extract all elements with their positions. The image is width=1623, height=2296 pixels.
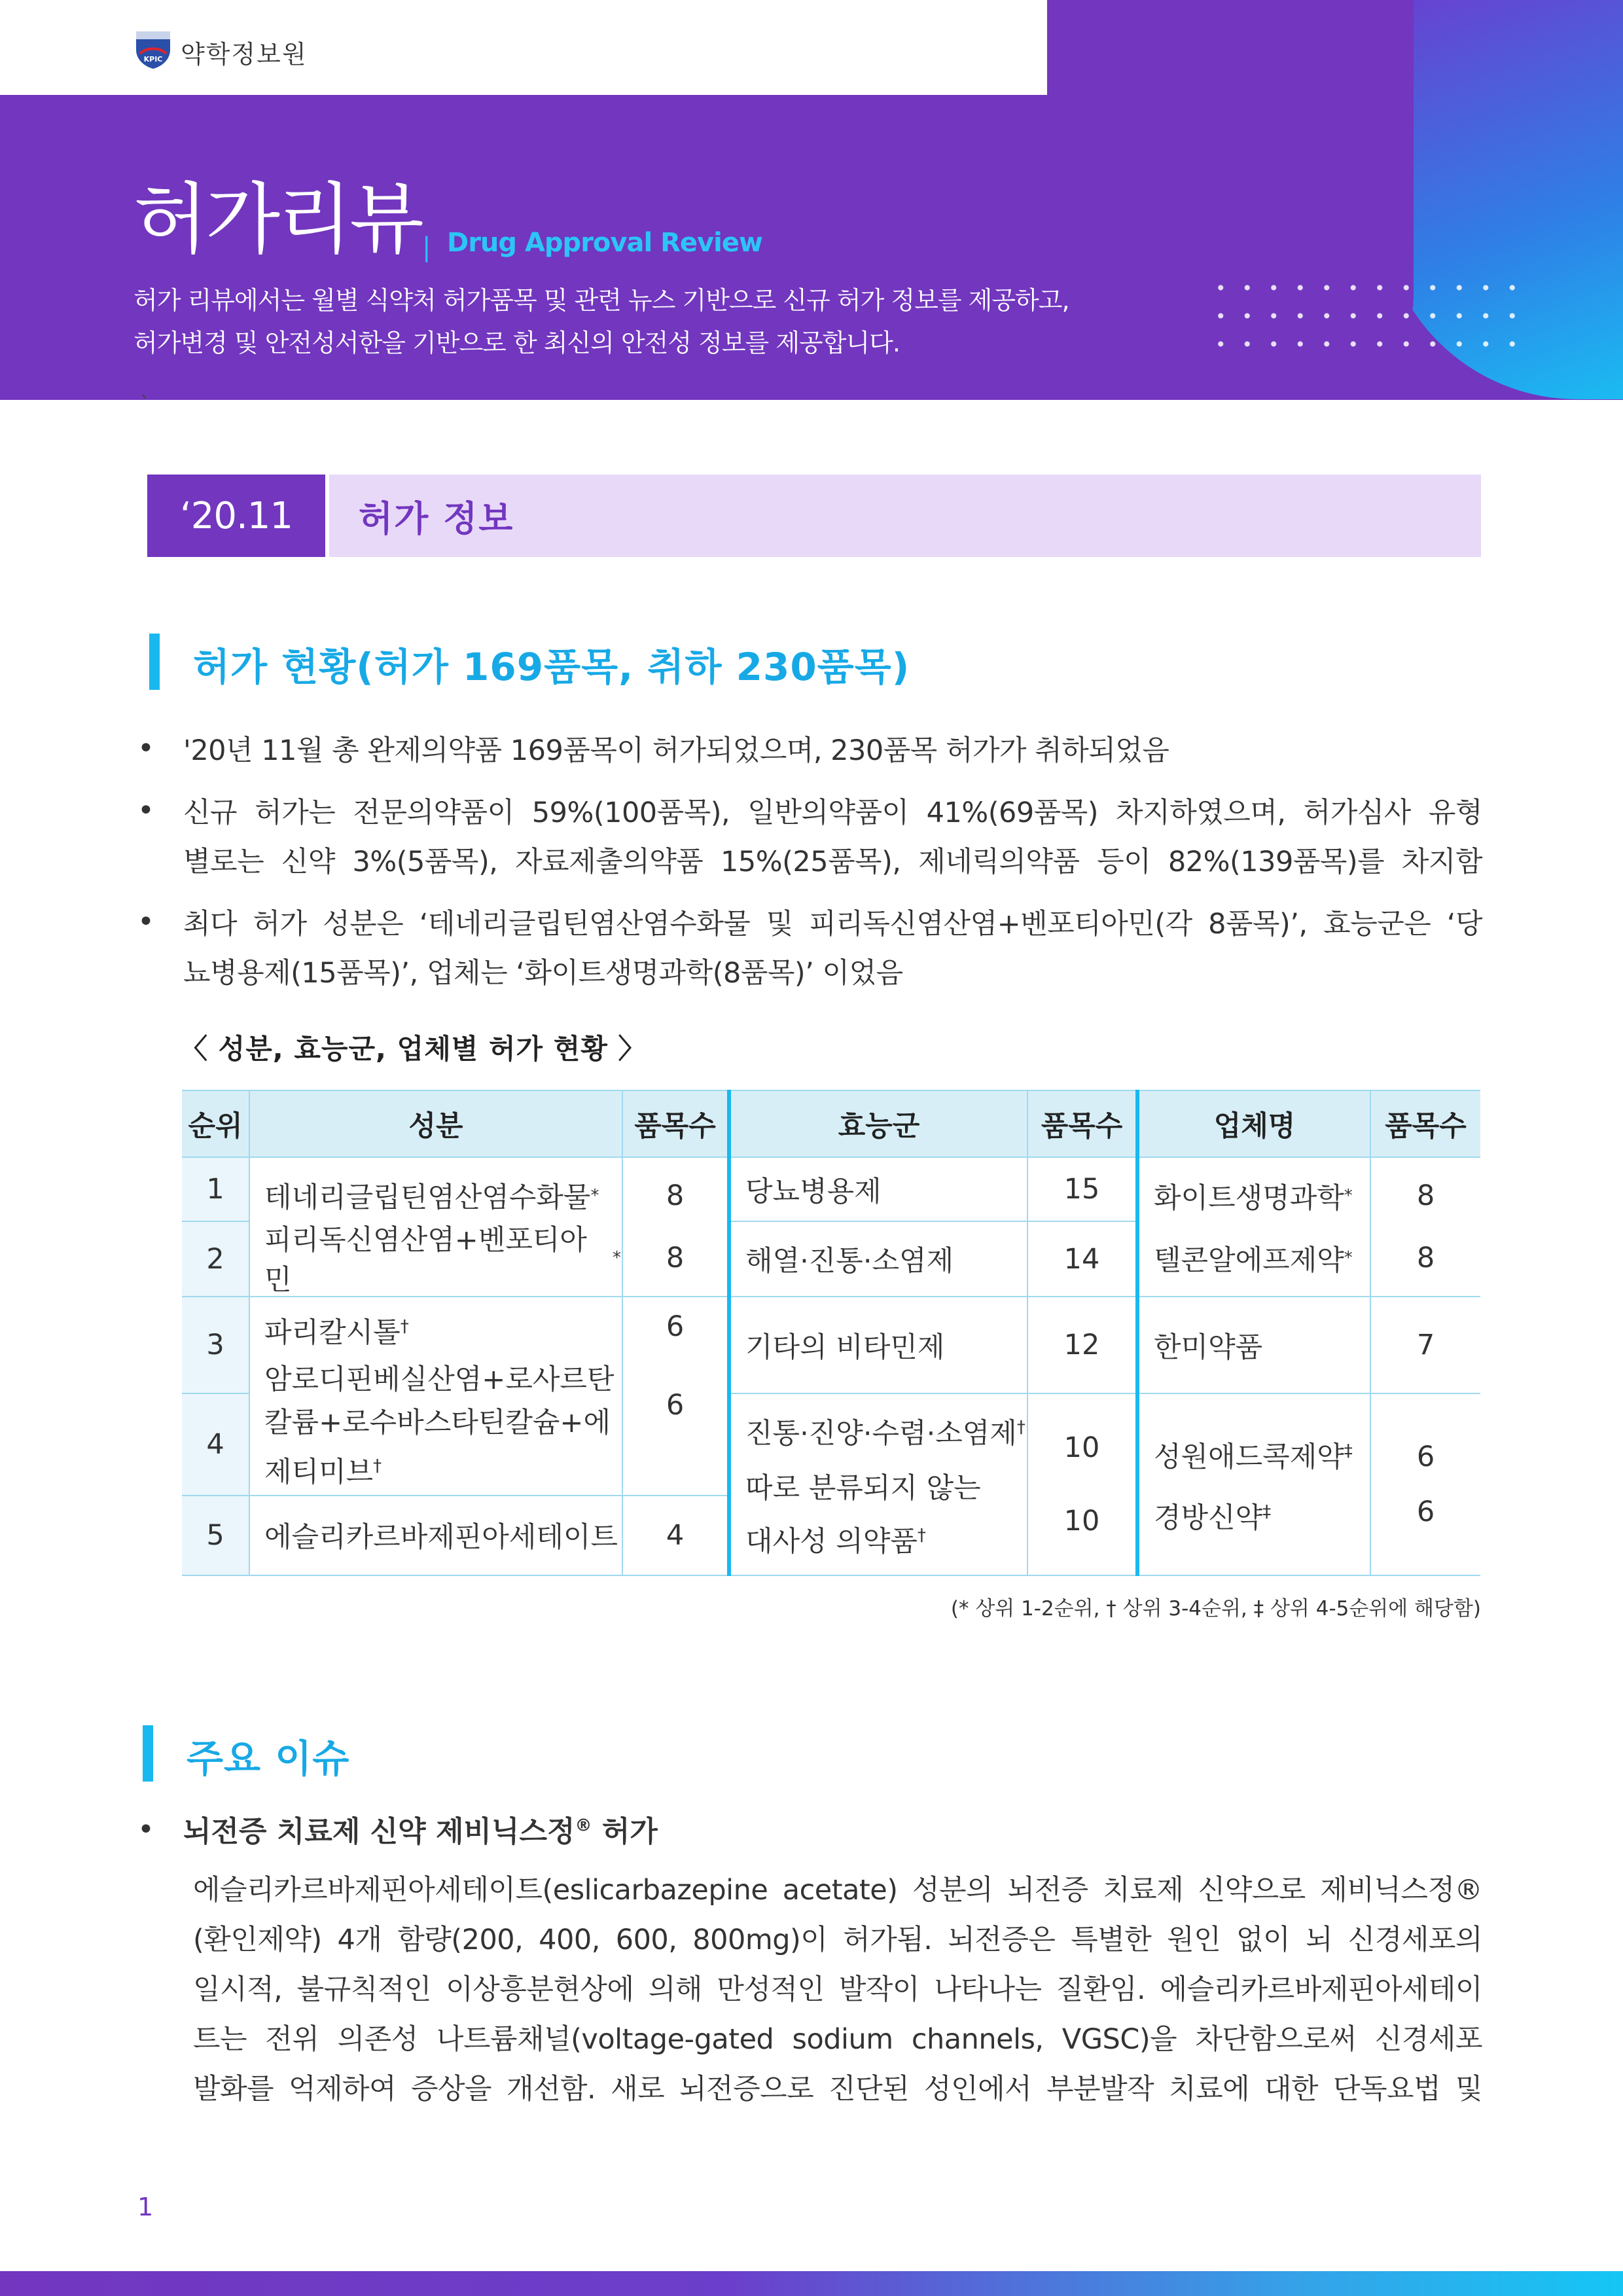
- company-cell: 한미약품: [1137, 1297, 1370, 1393]
- ingredient-count-cell: 8 8: [622, 1157, 729, 1297]
- company-count-cell: 6 6: [1370, 1393, 1480, 1575]
- section-title-key-issues: 주요 이슈: [187, 1736, 350, 1781]
- issue-paragraph: 에슬리카르바제핀아세테이트(eslicarbazepine acetate) 성분의 뇌전증 치료제 신약으로 제비닉스정® (환인제약) 4개 함량(200, 400, 600, 800mg)이 허가됨. 뇌전증은 특별한 원인 없이 뇌 신경세포의 일시적, 불규칙적인 이상흥분현상에 의해 만성적인 발작이 나타나는 질환임. 에슬리카르바제핀아세테이 트는 전위 의존성 나트륨채널(voltage-gated sodium channels, VGSC)을 차단함으로써 신경세포 발화를 억제하여 증상을 개선함. 새로 뇌전증으로 진단된 성인에서 부분발작 치료에 대한 단독요법 및: [193, 1874, 1482, 2106]
- efficacy-count-cell: 15: [1027, 1157, 1137, 1221]
- bullet-dot: •: [137, 905, 154, 939]
- approval-ranking-table: [182, 1090, 1480, 1576]
- period-badge: ‘20.11: [147, 475, 325, 557]
- footer-gradient-band: [0, 2271, 1623, 2296]
- header-efficacy: 효능군: [729, 1090, 1027, 1157]
- table-row: [182, 1297, 1480, 1393]
- table-header-row: [182, 1090, 1480, 1157]
- bullet-text-2: 신규 허가는 전문의약품이 59%(100품목), 일반의약품이 41%(69품목) 차지하였으며, 허가심사 유형 별로는 신약 3%(5품목), 자료제출의약품 15%(25품목), 제네릭의약품 등이 82%(139품목)를 차지함: [183, 797, 1482, 878]
- page-subtitle: Drug Approval Review: [447, 228, 762, 258]
- bullet-dot: •: [137, 732, 154, 765]
- stray-mark: `: [140, 393, 150, 416]
- efficacy-cell: 당뇨병용제: [729, 1157, 1027, 1221]
- title-divider: |: [422, 232, 431, 262]
- rank-cell: 2: [182, 1221, 249, 1297]
- header-description-line-1: 허가 리뷰에서는 월별 식약처 허가품목 및 관련 뉴스 기반으로 신규 허가 정보를 제공하고,: [134, 286, 1069, 315]
- ingredient-cell: 에슬리카르바제핀아세테이트: [249, 1496, 622, 1575]
- kpic-logo-icon: [135, 27, 171, 69]
- section-accent-bar: [149, 634, 160, 690]
- efficacy-cell: 진통·진양·수렴·소염제† 따로 분류되지 않는 대사성 의약품†: [729, 1393, 1027, 1575]
- efficacy-count-cell: 12: [1027, 1297, 1137, 1393]
- bullet-text-1: '20년 11월 총 완제의약품 169품목이 허가되었으며, 230품목 허가가 취하되었음: [183, 734, 1169, 767]
- logo-text: 약학정보원: [181, 40, 308, 69]
- section-accent-bar: [143, 1725, 153, 1782]
- header-ingredient: 성분: [249, 1090, 622, 1157]
- company-cell: 성원애드콕제약‡ 경방신약‡: [1137, 1393, 1370, 1575]
- company-cell: 화이트생명과학 * 텔콘알에프제약 *: [1137, 1157, 1370, 1297]
- header-count: 품목수: [1370, 1090, 1480, 1157]
- section-banner-title: 허가 정보: [329, 475, 1481, 557]
- efficacy-cell: 해열·진통·소염제: [729, 1221, 1027, 1297]
- ingredient-count-cell: 4: [622, 1496, 729, 1575]
- bullet-text-3: 최다 허가 성분은 ‘테네리글립틴염산염수화물 및 피리독신염산염+벤포티아민(각 8품목)’, 효능군은 ‘당 뇨병용제(15품목)’, 업체는 ‘화이트생명과학(8품목)’ 이었음: [183, 908, 1482, 990]
- bullet-dot: •: [137, 1813, 154, 1846]
- header-rank: 순위: [182, 1090, 249, 1157]
- dot-pattern-decoration: [1207, 274, 1522, 352]
- company-count-cell: 8 8: [1370, 1157, 1480, 1297]
- ingredient-count-cell: 6 6: [622, 1297, 729, 1496]
- header-description-line-2: 허가변경 및 안전성서한을 기반으로 한 최신의 안전성 정보를 제공합니다.: [134, 329, 900, 357]
- svg-text:KPIC: KPIC: [143, 55, 163, 63]
- bullet-dot: •: [137, 794, 154, 827]
- rank-cell: 1: [182, 1157, 249, 1221]
- rank-cell: 4: [182, 1393, 249, 1496]
- table-caption: 〈 성분, 효능군, 업체별 허가 현황 〉: [180, 1033, 647, 1065]
- table-footnote: (* 상위 1-2순위, † 상위 3-4순위, ‡ 상위 4-5순위에 해당함): [950, 1597, 1481, 1621]
- section-title-approval-status: 허가 현황(허가 169품목, 취하 230품목): [193, 645, 910, 689]
- efficacy-count-cell: 10 10: [1027, 1393, 1137, 1575]
- table-row: [182, 1157, 1480, 1221]
- rank-cell: 5: [182, 1496, 249, 1575]
- efficacy-cell: 기타의 비타민제: [729, 1297, 1027, 1393]
- header-company: 업체명: [1137, 1090, 1370, 1157]
- page-title: 허가리뷰: [134, 174, 421, 264]
- rank-cell: 3: [182, 1297, 249, 1393]
- issue-headline: 뇌전증 치료제 신약 제비닉스정® 허가: [183, 1815, 658, 1848]
- ingredient-cell: 파리칼시톨† 암로디핀베실산염+로사르탄 칼륨+로수바스타틴칼슘+에 제티미브†: [249, 1297, 622, 1496]
- company-count-cell: 7: [1370, 1297, 1480, 1393]
- header-count: 품목수: [1027, 1090, 1137, 1157]
- page-number: 1: [137, 2193, 154, 2221]
- header-count: 품목수: [622, 1090, 729, 1157]
- efficacy-count-cell: 14: [1027, 1221, 1137, 1297]
- ingredient-cell: 테네리글립틴염산염수화물 * 피리독신염산염+벤포티아민 *: [249, 1157, 622, 1297]
